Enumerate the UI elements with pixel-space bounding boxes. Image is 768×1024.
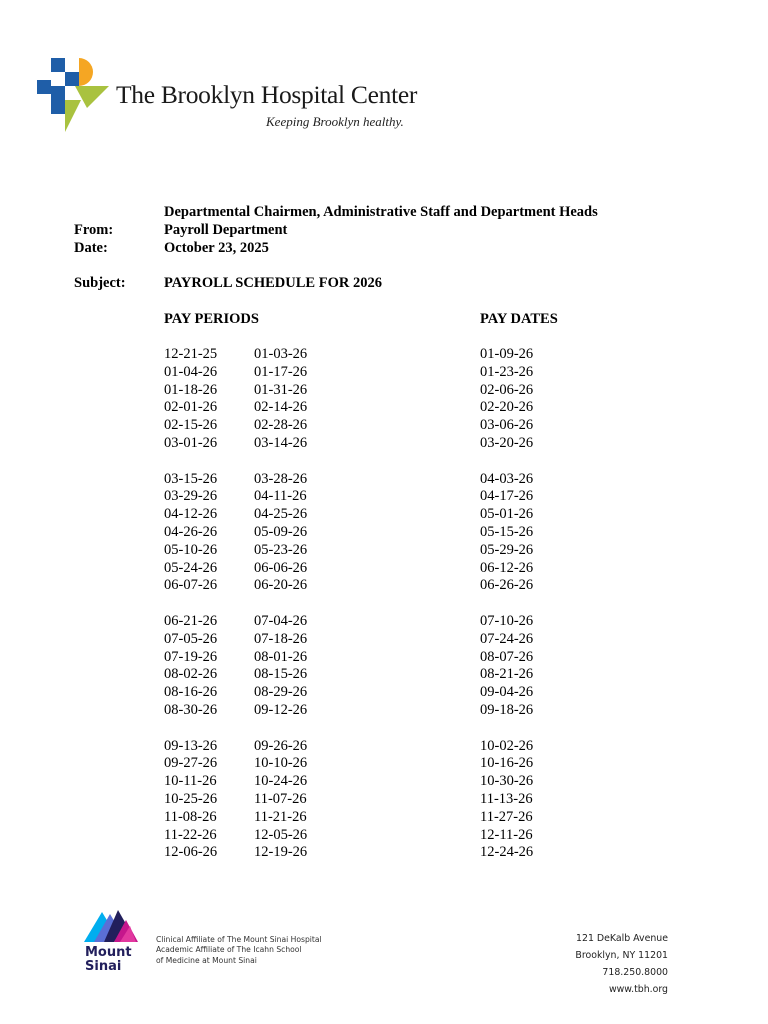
period-start-date: 06-21-26 [164,612,218,629]
pay-date: 11-27-26 [480,808,533,825]
period-end-date: 01-17-26 [254,363,308,380]
org-name: The Brooklyn Hospital Center [116,80,418,109]
period-end-date: 09-26-26 [254,737,308,754]
address-city: Brooklyn, NY 11201 [575,950,668,961]
period-start-date: 01-18-26 [164,381,218,398]
pay-periods-header: PAY PERIODS [164,311,259,327]
memo-from-value: Payroll Department [164,222,288,238]
pay-date: 06-26-26 [480,577,534,594]
mount-sinai-name-line2: Sinai [85,959,122,974]
period-end-date: 08-29-26 [254,684,308,701]
period-end-date: 07-04-26 [254,612,308,629]
pay-date: 01-23-26 [480,363,534,380]
period-end-date: 07-18-26 [254,630,308,647]
period-start-date: 03-29-26 [164,488,218,505]
period-end-date: 11-21-26 [254,808,307,825]
pay-date: 07-24-26 [480,630,534,647]
address-street: 121 DeKalb Avenue [576,933,668,944]
period-start-date: 02-01-26 [164,399,218,416]
period-start-date: 11-22-26 [164,826,217,843]
period-start-date: 08-16-26 [164,684,218,701]
org-tagline: Keeping Brooklyn healthy. [266,114,404,129]
pay-date: 12-11-26 [480,826,533,843]
memo-date-label: Date: [74,240,108,256]
address-website: www.tbh.org [608,984,668,995]
pay-date: 08-07-26 [480,648,534,665]
period-start-date: 08-02-26 [164,666,218,683]
period-start-date: 11-08-26 [164,808,217,825]
pay-date: 05-15-26 [480,523,534,540]
address-phone: 718.250.8000 [602,967,668,978]
pay-date: 04-03-26 [480,470,534,487]
affiliation-line-1: Clinical Affiliate of The Mount Sinai Hospital [156,935,322,944]
pay-date: 07-10-26 [480,612,534,629]
period-end-date: 06-06-26 [254,559,308,576]
mount-sinai-name [85,946,132,974]
period-start-date: 04-26-26 [164,523,218,540]
period-start-date: 01-04-26 [164,363,218,380]
period-end-date: 12-05-26 [254,826,308,843]
period-start-date: 04-12-26 [164,506,218,523]
pay-date: 05-29-26 [480,541,534,558]
period-start-date: 07-19-26 [164,648,218,665]
affiliation-text [156,935,322,966]
period-end-date: 02-28-26 [254,417,308,434]
period-end-date: 01-31-26 [254,381,308,398]
affiliation-line-2: Academic Affiliate of The Icahn School [156,945,302,955]
period-start-date: 09-13-26 [164,737,218,754]
period-end-date: 05-09-26 [254,523,308,540]
hospital-logo-icon [31,52,111,139]
pay-date: 02-06-26 [480,381,534,398]
pay-date: 11-13-26 [480,790,533,807]
period-end-date: 04-11-26 [254,488,307,505]
memo-to-value: Departmental Chairmen, Administrative Staff and Department Heads [164,204,598,220]
period-end-date: 01-03-26 [254,346,308,362]
pay-date: 08-21-26 [480,666,534,683]
pay-date: 10-30-26 [480,773,534,790]
period-start-date: 03-15-26 [164,470,218,487]
period-start-date: 02-15-26 [164,417,218,434]
period-start-date: 03-01-26 [164,434,218,451]
memo-date-value: October 23, 2025 [164,240,269,256]
pay-date: 02-20-26 [480,399,534,416]
period-end-date: 08-01-26 [254,648,308,665]
pay-date: 04-17-26 [480,488,534,505]
mount-sinai-name-line1: Mount [85,945,132,960]
period-end-date: 10-10-26 [254,755,308,772]
period-end-date: 03-14-26 [254,434,308,451]
period-start-date: 12-06-26 [164,844,218,861]
period-start-date: 10-11-26 [164,773,217,790]
period-start-date: 08-30-26 [164,701,218,718]
pay-date: 10-16-26 [480,755,534,772]
period-start-date: 07-05-26 [164,630,218,647]
period-start-date: 06-07-26 [164,577,218,594]
pay-date: 03-06-26 [480,417,534,434]
period-end-date: 05-23-26 [254,541,308,558]
pay-date: 06-12-26 [480,559,534,576]
memo-from-label: From: [74,222,114,238]
period-start-date: 05-10-26 [164,541,218,558]
period-start-date: 10-25-26 [164,790,218,807]
hospital-address [575,930,668,998]
period-end-date: 03-28-26 [254,470,308,487]
period-start-date: 09-27-26 [164,755,218,772]
period-end-date: 02-14-26 [254,399,308,416]
memo-subject-value: PAYROLL SCHEDULE FOR 2026 [164,275,382,291]
pay-date: 05-01-26 [480,506,534,523]
pay-date: 09-04-26 [480,684,534,701]
period-start-date: 12-21-25 [164,346,218,362]
period-end-date: 06-20-26 [254,577,308,594]
period-end-date: 12-19-26 [254,844,308,861]
affiliation-line-3: of Medicine at Mount Sinai [156,955,257,965]
pay-date: 01-09-26 [480,346,534,362]
pay-date: 03-20-26 [480,434,534,451]
period-end-date: 08-15-26 [254,666,308,683]
period-end-date: 10-24-26 [254,773,308,790]
pay-date: 12-24-26 [480,844,534,861]
period-end-date: 09-12-26 [254,701,308,718]
pay-dates-header: PAY DATES [480,311,558,327]
period-start-date: 05-24-26 [164,559,218,576]
memo-subject-label: Subject: [74,275,126,291]
pay-date: 10-02-26 [480,737,534,754]
period-end-date: 11-07-26 [254,790,307,807]
pay-date: 09-18-26 [480,701,534,718]
period-end-date: 04-25-26 [254,506,308,523]
